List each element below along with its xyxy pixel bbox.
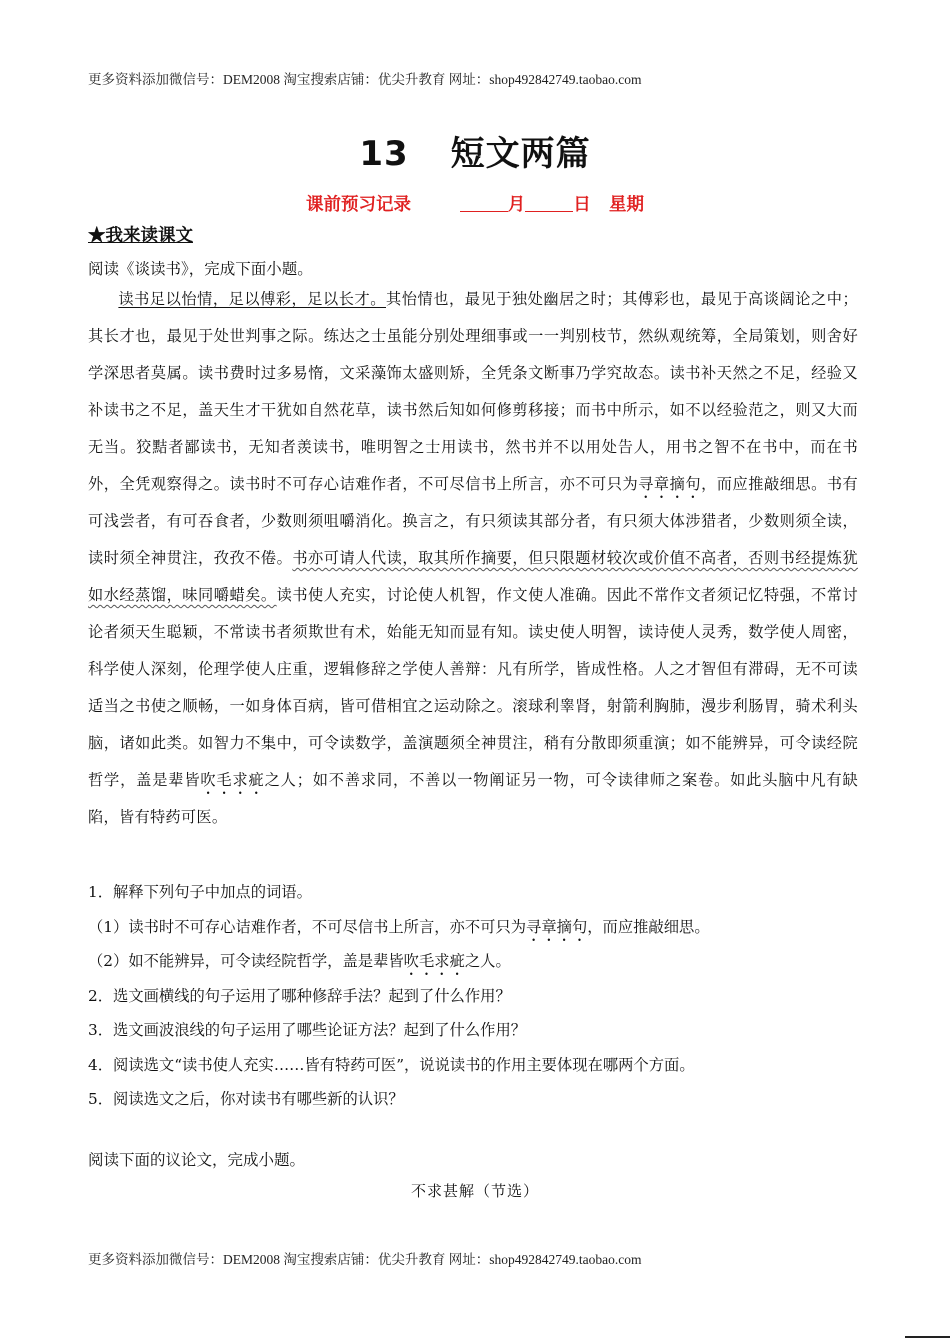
lesson-number: 13 [359, 134, 409, 174]
q1b-text: （2）如不能辨异，可令读经院哲学，盖是辈皆 [88, 952, 404, 970]
month-blank [460, 197, 508, 212]
record-label: 课前预习记录 [305, 195, 411, 215]
record-day: 日 [573, 195, 591, 215]
passage-text-2: ，而应推敲细思。书有可浅尝者，有可吞食者，少数则须咀嚼消化。换言之，有只须读其部分者，有只须大体涉猎者，少数则须全读，读时须全神贯注，孜孜不倦。 [88, 475, 859, 567]
passage-text-4: 之人；如不善求同，不善以一物阐证另一物，可令读律师之案卷。如此头脑中凡有缺陷，皆有特药可医。 [88, 771, 858, 826]
record-weekday: 星期 [609, 195, 645, 215]
record-month: 月 [507, 195, 526, 215]
question-4: 4．阅读选文“读书使人充实……皆有特药可医”，说说读书的作用主要体现在哪两个方面。 [88, 1055, 695, 1074]
question-5: 5．阅读选文之后，你对读书有哪些新的认识？ [88, 1090, 404, 1108]
preview-record [0, 191, 950, 216]
section-heading: ★我来读课文 [88, 226, 193, 246]
q1a-dotted-word: 寻章摘句 [526, 917, 588, 936]
question-list [88, 880, 868, 1122]
q1a-text-end: ，而应推敲细思。 [587, 917, 710, 936]
question-2: 2．选文画横线的句子运用了哪种修辞手法？起到了什么作用？ [88, 986, 511, 1005]
q1a-text: （1）读书时不可存心诘难作者，不可尽信书上所言，亦不可只为 [88, 917, 527, 936]
question-1: 1．解释下列句子中加点的词语。 [88, 883, 312, 901]
question-3: 3．选文画波浪线的句子运用了哪些论证方法？起到了什么作用？ [88, 1021, 527, 1039]
dotted-phrase-2: 吹毛求疵 [200, 771, 265, 789]
passage-text-3: 读书使人充实，讨论使人机智，作文使人准确。因此不常作文者须记忆特强，不常讨论者须天生聪颖，不常读书者须欺世有术，始能无知而显有知。读史使人明智，读诗使人灵秀，数学使人周密，科学使人深刻，伦理学使人庄重，逻辑修辞之学使人善辩：凡有所学，皆成性格。人之才智但有滞碍，无不可读适当之书使之顺畅，一如身体百病，皆可借相宜之运动除之。滚球利睾肾，射箭利胸肺，漫步利肠胃，骑术利头脑，诸如此类。如智力不集中，可令读数学，盖演题须全神贯注，稍有分散即须重演；如不能辨异，可令读经院哲学，盖是辈皆 [88, 586, 858, 789]
question-1-part-2 [88, 949, 868, 984]
question-1-part-1 [88, 915, 868, 950]
passage-text-1: 其怡情也，最见于独处幽居之时；其傅彩也，最见于高谈阔论之中；其长才也，最见于处世判事之际。练达之士虽能分别处理细事或一一判别枝节，然纵观统筹，全局策划，则舍好学深思者莫属。读书费时过多易惰，文采藻饰太盛则矫，全凭条文断事乃学究故态。读书补天然之不足，经验又补读书之不足，盖天生才干犹如自然花草，读书然后知如何修剪移接；而书中所示，如不以经验范之，则又大而无当。狡黠者鄙读书，无知者羡读书，唯明智之士用读书，然书并不以用处告人，用书之智不在书中，而在书外，全凭观察得之。读书时不可存心诘难作者，不可尽信书上所言，亦不可只为 [88, 290, 858, 493]
underlined-sentence: 读书足以怡情，足以傅彩，足以长才。 [118, 290, 386, 308]
wavy-sentence: 书亦可请人代读，取其所作摘要，但只限题材较次或价值不高者，否则书经提炼犹如水经蒸馏，味同嚼蜡矣。 [88, 549, 858, 604]
reading-instruction: 阅读《谈读书》，完成下面小题。 [88, 260, 313, 278]
corner-rule [905, 1336, 950, 1338]
reading-passage [88, 281, 858, 836]
lesson-title: 短文两篇 [450, 134, 591, 174]
dotted-phrase-1: 寻章摘句 [638, 475, 702, 493]
page-title [0, 126, 950, 175]
day-blank [525, 197, 573, 212]
page-header: 更多资料添加微信号：DEM2008 淘宝搜索店铺：优尖升教育 网址：shop492842749.taobao.com [88, 72, 642, 87]
second-reading-instruction: 阅读下面的议论文，完成小题。 [88, 1151, 306, 1169]
q1b-text-end: 之人。 [464, 952, 511, 970]
page-footer: 更多资料添加微信号：DEM2008 淘宝搜索店铺：优尖升教育 网址：shop492842749.taobao.com [88, 1252, 642, 1267]
second-passage-title: 不求甚解（节选） [410, 1182, 539, 1200]
q1b-dotted-word: 吹毛求疵 [403, 952, 465, 970]
